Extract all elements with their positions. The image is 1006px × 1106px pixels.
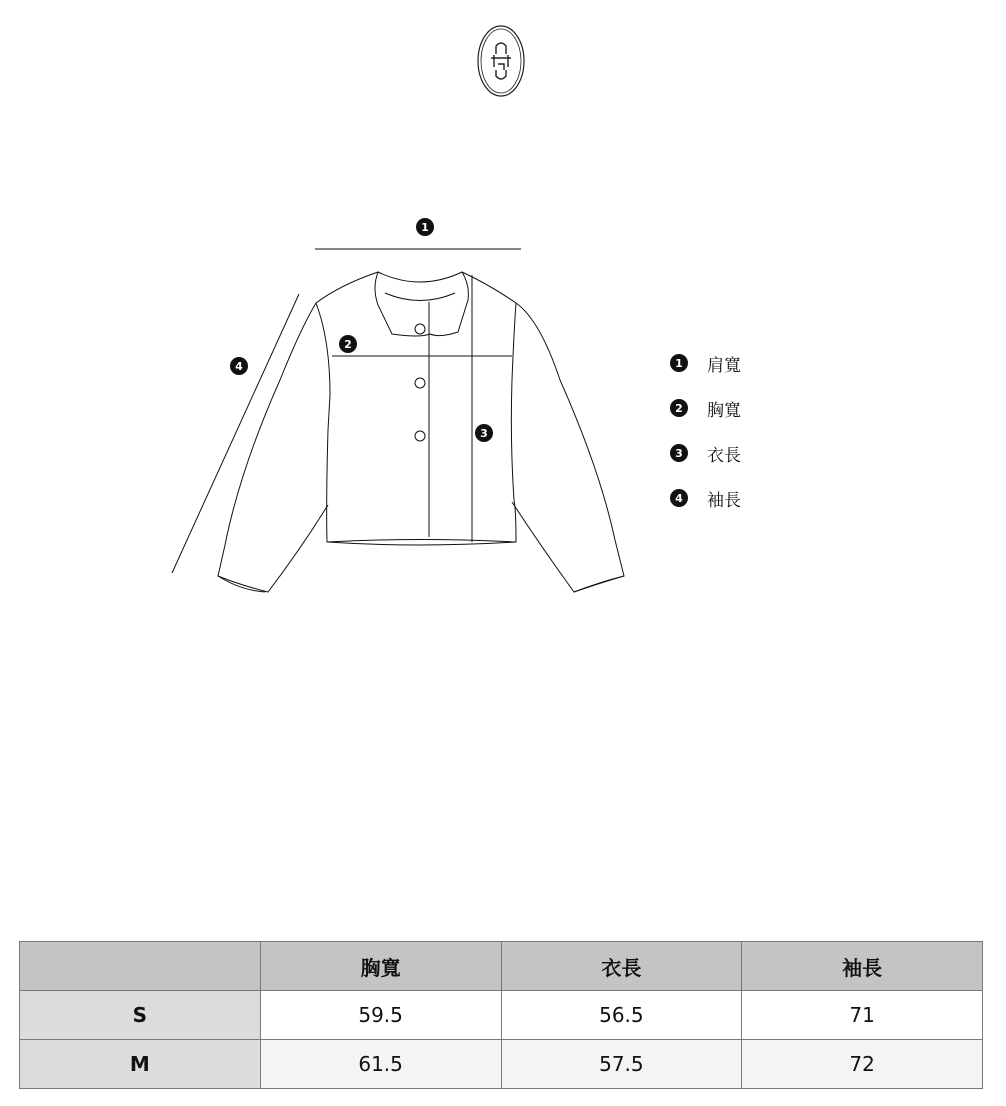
jacket-collar	[375, 272, 468, 336]
marker-2	[339, 335, 357, 353]
table-cell: 57.5	[501, 1040, 742, 1089]
table-cell: 59.5	[260, 991, 501, 1040]
marker-1	[416, 218, 434, 236]
table-cell: 72	[742, 1040, 983, 1089]
legend-item-shoulder	[670, 352, 870, 374]
legend-item-sleeve	[670, 487, 870, 509]
table-cell: 61.5	[260, 1040, 501, 1089]
table-header-cell: 衣長	[501, 942, 742, 991]
table-header-row	[20, 942, 983, 991]
table-cell: 71	[742, 991, 983, 1040]
legend-badge: 4	[670, 489, 688, 507]
svg-text:1: 1	[421, 221, 429, 234]
sleeve-length-line	[172, 294, 299, 573]
legend-badge: 3	[670, 444, 688, 462]
table-header-cell: 胸寬	[260, 942, 501, 991]
size-chart-table	[19, 941, 983, 1089]
legend-item-chest	[670, 397, 870, 419]
measurement-legend	[670, 352, 870, 532]
table-row	[20, 991, 983, 1040]
jacket-body	[316, 272, 516, 545]
jacket-button	[415, 431, 425, 441]
legend-label: 胸寬	[707, 400, 741, 421]
legend-label: 肩寬	[707, 355, 741, 376]
jacket-left-sleeve	[218, 303, 328, 592]
table-header-cell: 袖長	[742, 942, 983, 991]
svg-text:2: 2	[344, 338, 352, 351]
legend-label: 衣長	[707, 445, 741, 466]
svg-text:3: 3	[480, 427, 488, 440]
svg-text:4: 4	[235, 360, 243, 373]
size-label-cell: M	[20, 1040, 261, 1089]
legend-badge: 1	[670, 354, 688, 372]
jacket-button	[415, 324, 425, 334]
legend-label: 袖長	[707, 490, 741, 511]
marker-4	[230, 357, 248, 375]
jacket-button	[415, 378, 425, 388]
marker-3	[475, 424, 493, 442]
table-row	[20, 1040, 983, 1089]
table-header-cell	[20, 942, 261, 991]
jacket-right-sleeve	[512, 303, 624, 592]
size-label-cell: S	[20, 991, 261, 1040]
legend-item-length	[670, 442, 870, 464]
table-cell: 56.5	[501, 991, 742, 1040]
legend-badge: 2	[670, 399, 688, 417]
